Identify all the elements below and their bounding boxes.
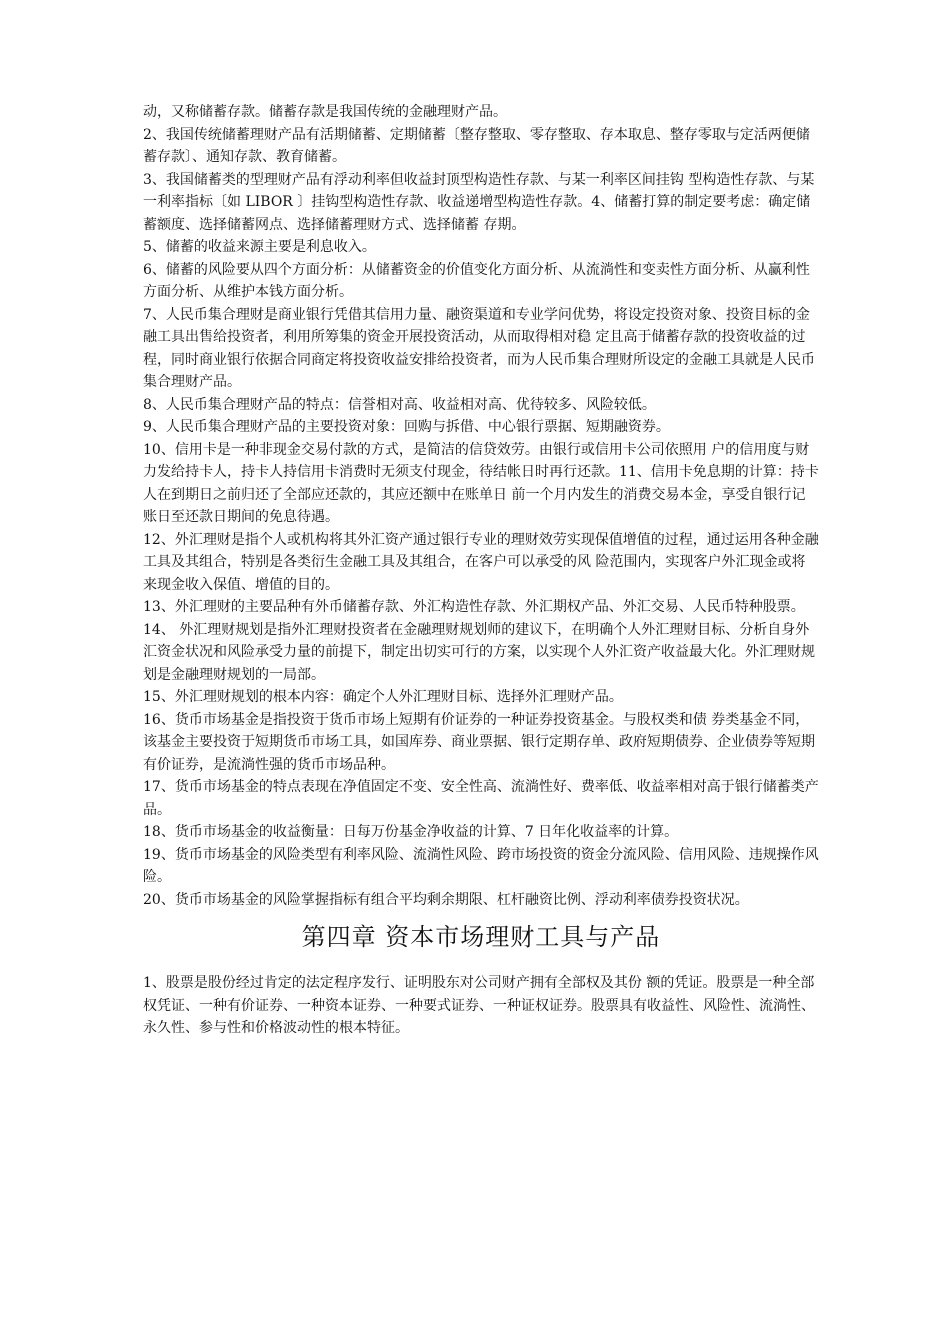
paragraph-item-15: 15、外汇理财规划的根本内容：确定个人外汇理财目标、选择外汇理财产品。 — [143, 689, 623, 705]
paragraph-item-2: 2、我国传统储蓄理财产品有活期储蓄、定期储蓄〔整存整取、零存整取、存本取息、整存零取与定活两便储蓄存款〕、通知存款、教育储蓄。 — [143, 126, 810, 165]
paragraph-chapter4-item-1: 1、股票是股份经过肯定的法定程序发行、证明股东对公司财产拥有全部权及其份 额的凭证。股票是一种全部权凭证、一种有价证券、一种资本证券、一种要式证券、一种证权证券。股票具有收益性、风险性、流淌性、永久性、参与性和价格波动性的根本特征。 — [143, 975, 815, 1036]
paragraph-item-18: 18、货币市场基金的收益衡量：日每万份基金净收益的计算、7 日年化收益率的计算。 — [143, 824, 679, 840]
paragraph-item-10-11: 10、信用卡是一种非现金交易付款的方式，是简洁的信贷效劳。由银行或信用卡公司依照用 户的信用度与财力发给持卡人，持卡人持信用卡消费时无须支付现金，待结帐日时再行还款。11、信用卡免息期的计算：持卡人在到期日之前归还了全部应还款的，其应还额中在账单日 前一个月内发生的消费交易本金，享受自银行记账日至还款日期间的免息待遇。 — [143, 441, 819, 525]
paragraph-item-13: 13、外汇理财的主要品种有外币储蓄存款、外汇构造性存款、外汇期权产品、外汇交易、人民币特种股票。 — [143, 599, 805, 615]
paragraph-item-16: 16、货币市场基金是指投资于货币市场上短期有价证券的一种证券投资基金。与股权类和债 券类基金不同，该基金主要投资于短期货币市场工具，如国库券、商业票据、银行定期存单、政府短期债券、企业债券等短期有价证券，是流淌性强的货币市场品种。 — [143, 711, 815, 773]
paragraph-item-5: 5、储蓄的收益来源主要是利息收入。 — [143, 239, 376, 255]
paragraph-item-17: 17、货币市场基金的特点表现在净值固定不变、安全性高、流淌性好、费率低、收益率相对高于银行储蓄类产品。 — [143, 779, 819, 818]
document-body — [143, 101, 819, 1040]
chapter-title: 第四章 资本市场理财工具与产品 — [301, 923, 661, 951]
paragraph-item-8: 8、人民币集合理财产品的特点：信誉相对高、收益相对高、优待较多、风险较低。 — [143, 396, 656, 413]
paragraph-item-12: 12、外汇理财是指个人或机构将其外汇资产通过银行专业的理财效劳实现保值增值的过程，通过运用各种金融工具及其组合，特别是各类衍生金融工具及其组合，在客户可以承受的风 险范围内，实现客户外汇现金或将来现金收入保值、增值的目的。 — [143, 531, 819, 593]
paragraph-item-6: 6、储蓄的风险要从四个方面分析：从储蓄资金的价值变化方面分析、从流淌性和变卖性方面分析、从赢利性方面分析、从维护本钱方面分析。 — [143, 261, 810, 300]
paragraph-item-19: 19、货币市场基金的风险类型有利率风险、流淌性风险、跨市场投资的资金分流风险、信用风险、违规操作风险。 — [143, 846, 819, 885]
paragraph-item-14: 14、 外汇理财规划是指外汇理财投资者在金融理财规划师的建议下，在明确个人外汇理财目标、分析自身外汇资金状况和风险承受力量的前提下，制定出切实可行的方案，以实现个人外汇资产收益最大化。外汇理财规划是金融理财规划的一局部。 — [143, 621, 815, 683]
paragraph-item-20: 20、货币市场基金的风险掌握指标有组合平均剩余期限、杠杆融资比例、浮动利率债券投资状况。 — [143, 891, 749, 908]
paragraph-item-9: 9、人民币集合理财产品的主要投资对象：回购与拆借、中心银行票据、短期融资券。 — [143, 419, 670, 435]
paragraph-item-7: 7、人民币集合理财是商业银行凭借其信用力量、融资渠道和专业学问优势，将设定投资对象、投资目标的金融工具出售给投资者，利用所筹集的资金开展投资活动，从而取得相对稳 定且高于储蓄存款的投资收益的过程，同时商业银行依据合同商定将投资收益安排给投资者，而为人民币集合理财所设定的金融工具就是人民币集合理财产品。 — [143, 306, 815, 390]
paragraph-intro-continuation: 动，又称储蓄存款。储蓄存款是我国传统的金融理财产品。 — [143, 104, 507, 120]
paragraph-item-3-4: 3、我国储蓄类的型理财产品有浮动利率但收益封顶型构造性存款、与某一利率区间挂钩 型构造性存款、与某一利率指标〔如 LIBOR 〕挂钩型构造性存款、收益递增型构造性存款。4、储蓄打算的制定要考虑：确定储蓄额度、选择储蓄网点、选择储蓄理财方式、选择储蓄 存期。 — [143, 171, 815, 233]
